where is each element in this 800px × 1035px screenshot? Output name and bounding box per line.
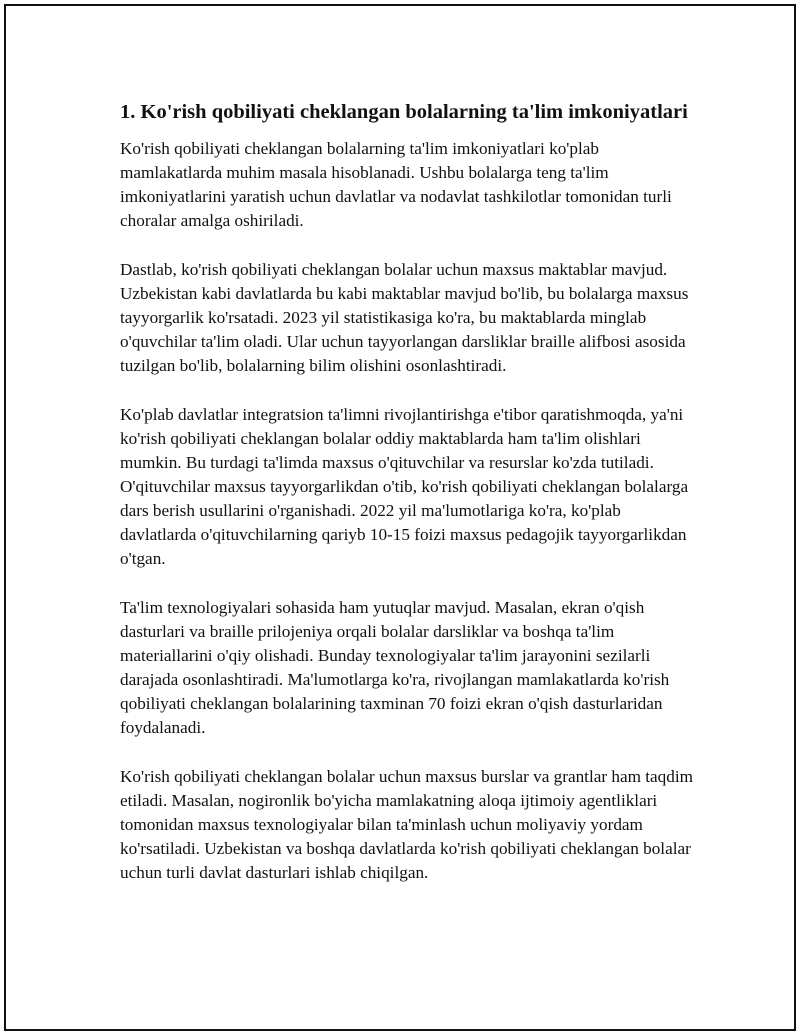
paragraph-grants: Ko'rish qobiliyati cheklangan bolalar uchun maxsus burslar va grantlar ham taqdim etiladi. Masalan, nogironlik bo'yicha mamlakatning aloqa ijtimoiy agentliklari tomonidan maxsus texnologiyalar bilan ta'minlash uchun moliyaviy yordam ko'rsatiladi. Uzbekistan va boshqa davlatlarda ko'rish qobiliyati cheklangan bolalar uchun turli davlat dasturlari ishlab chiqilgan. [120,767,693,882]
document-body [120,98,700,910]
document-page [4,4,796,1031]
paragraph-intro: Ko'rish qobiliyati cheklangan bolalarning ta'lim imkoniyatlari ko'plab mamlakatlarda muhim masala hisoblanadi. Ushbu bolalarga teng ta'lim imkoniyatlarini yaratish uchun davlatlar va nodavlat tashkilotlar tomonidan turli choralar amalga oshiriladi. [120,139,672,230]
section-heading: 1. Ko'rish qobiliyati cheklangan bolalarning ta'lim imkoniyatlari [120,101,688,123]
paragraph-special-schools: Dastlab, ko'rish qobiliyati cheklangan bolalar uchun maxsus maktablar mavjud. Uzbekistan kabi davlatlarda bu kabi maktablar mavjud bo'lib, bu bolalarga maxsus tayyorgarlik ko'rsatadi. 2023 yil statistikasiga ko'ra, bu maktablarda minglab o'quvchilar ta'lim oladi. Ular uchun tayyorlangan darsliklar braille alifbosi asosida tuzilgan bo'lib, bolalarning bilim olishini osonlashtiradi. [120,260,689,375]
paragraph-inclusive-education: Ko'plab davlatlar integratsion ta'limni rivojlantirishga e'tibor qaratishmoqda, ya'ni ko'rish qobiliyati cheklangan bolalar oddiy maktablarda ham ta'lim olishlari mumkin. Bu turdagi ta'limda maxsus o'qituvchilar va resurslar ko'zda tutiladi. O'qituvchilar maxsus tayyorgarlikdan o'tib, ko'rish qobiliyati cheklangan bolalarga dars berish usullarini o'rganishadi. 2022 yil ma'lumotlariga ko'ra, ko'plab davlatlarda o'qituvchilarning qariyb 10-15 foizi maxsus pedagojik tayyorgarlikdan o'tgan. [120,405,689,568]
paragraph-technology: Ta'lim texnologiyalari sohasida ham yutuqlar mavjud. Masalan, ekran o'qish dasturlari va braille prilojeniya orqali bolalar darsliklar va boshqa ta'lim materiallarini o'qiy olishadi. Bunday texnologiyalar ta'lim jarayonini sezilarli darajada osonlashtiradi. Ma'lumotlarga ko'ra, rivojlangan mamlakatlarda ko'rish qobiliyati cheklangan bolalarining taxminan 70 foizi ekran o'qish dasturlaridan foydalanadi. [120,598,670,737]
